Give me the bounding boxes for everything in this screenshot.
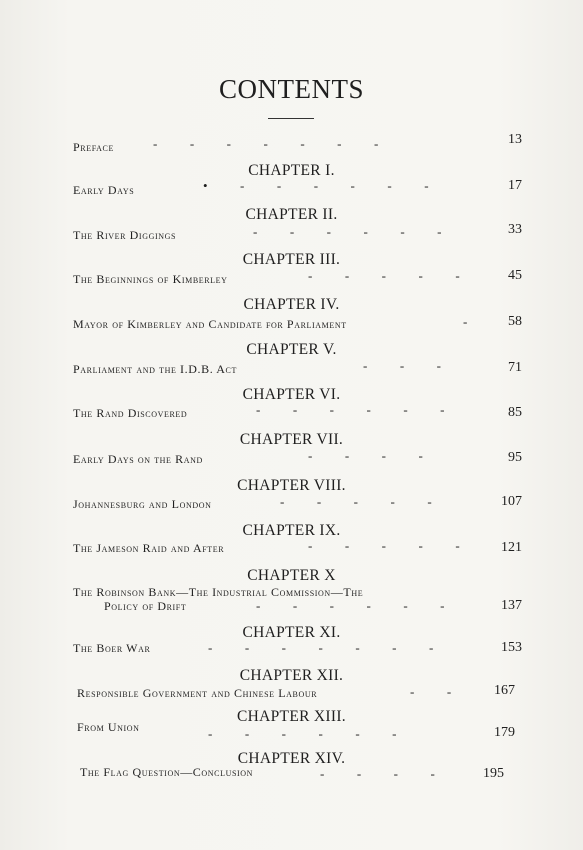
chapter-heading: CHAPTER XII. (239, 667, 344, 684)
toc-entry-title: The Beginnings of Kimberley (73, 272, 228, 286)
chapter-heading: CHAPTER XIII. (237, 708, 346, 725)
toc-entry-title: Early Days (73, 183, 135, 197)
chapter-heading: CHAPTER III. (242, 251, 341, 268)
chapter-heading: CHAPTER II. (245, 206, 338, 223)
toc-entry-title: The Boer War (73, 641, 151, 655)
toc-entry-title: Parliament and the I.D.B. Act (73, 362, 237, 376)
dot-leader: - - (410, 684, 452, 699)
toc-page-number: 195 (483, 766, 504, 781)
dot-leader: - - - - - (308, 538, 460, 553)
toc-page-number: 45 (508, 268, 522, 283)
chapter-heading: CHAPTER VI. (242, 386, 341, 403)
chapter-heading: CHAPTER V. (246, 341, 337, 358)
dot-leader: - - - - (308, 448, 423, 463)
chapter-heading: CHAPTER I. (248, 162, 335, 179)
toc-page-number: 107 (501, 494, 522, 509)
dot-leader: - - - - - - (256, 402, 445, 417)
toc-page-number: 17 (508, 178, 522, 193)
dot-leader: - - - - - - - (153, 136, 379, 151)
toc-entry-title: Early Days on the Rand (73, 452, 203, 466)
toc-page-number: 153 (501, 640, 522, 655)
toc-page-number: 179 (494, 725, 515, 740)
toc-page-number: 167 (494, 683, 515, 698)
toc-page-number: 137 (501, 598, 522, 613)
chapter-heading: CHAPTER VIII. (237, 477, 346, 494)
toc-page-number: 33 (508, 222, 522, 237)
chapter-heading: CHAPTER X (247, 567, 336, 584)
toc-entry-title: The Robinson Bank—The Industrial Commission—The (73, 585, 364, 599)
toc-entry-title-continued: Policy of Drift (104, 599, 187, 613)
chapter-heading: CHAPTER IX. (242, 522, 341, 539)
dot-leader: - - - - (320, 766, 435, 781)
toc-page-number: 58 (508, 314, 522, 329)
contents-heading: CONTENTS (219, 74, 364, 104)
dot-leader: - - - (363, 358, 441, 373)
toc-entry-title: The Flag Question—Conclusion (80, 765, 254, 779)
toc-entry-title: Responsible Government and Chinese Labour (77, 686, 318, 700)
toc-page-number: 85 (508, 405, 522, 420)
dot-leader: - - - - - (308, 268, 460, 283)
chapter-heading: CHAPTER VII. (239, 431, 344, 448)
chapter-heading: CHAPTER XIV. (237, 750, 346, 767)
toc-entry-title: Mayor of Kimberley and Candidate for Parliament (73, 317, 347, 331)
toc-page-number: 121 (501, 540, 522, 555)
dot-leader: - - - - - - (256, 598, 445, 613)
dot-leader: - - - - - - (253, 224, 442, 239)
dot-leader: - - - - - (280, 494, 432, 509)
toc-entry-title: Johannesburg and London (73, 497, 212, 511)
dot-leader: - (463, 314, 468, 329)
chapter-heading: CHAPTER XI. (242, 624, 341, 641)
toc-entry-title: The Jameson Raid and After (73, 541, 225, 555)
heading-rule (268, 118, 314, 119)
toc-entry-title: From Union (77, 720, 140, 734)
toc-page-number: 71 (508, 360, 522, 375)
dot-leader: - - - - - - (208, 726, 397, 741)
dot-leader: - - - - - - - (208, 640, 434, 655)
chapter-heading: CHAPTER IV. (243, 296, 340, 313)
toc-entry-title: Preface (73, 140, 114, 154)
toc-entry-title: The Rand Discovered (73, 406, 188, 420)
dot-leader: • - - - - - - (203, 178, 429, 193)
toc-entry-title: The River Diggings (73, 228, 177, 242)
toc-page-number: 13 (508, 132, 522, 147)
toc-page-number: 95 (508, 450, 522, 465)
